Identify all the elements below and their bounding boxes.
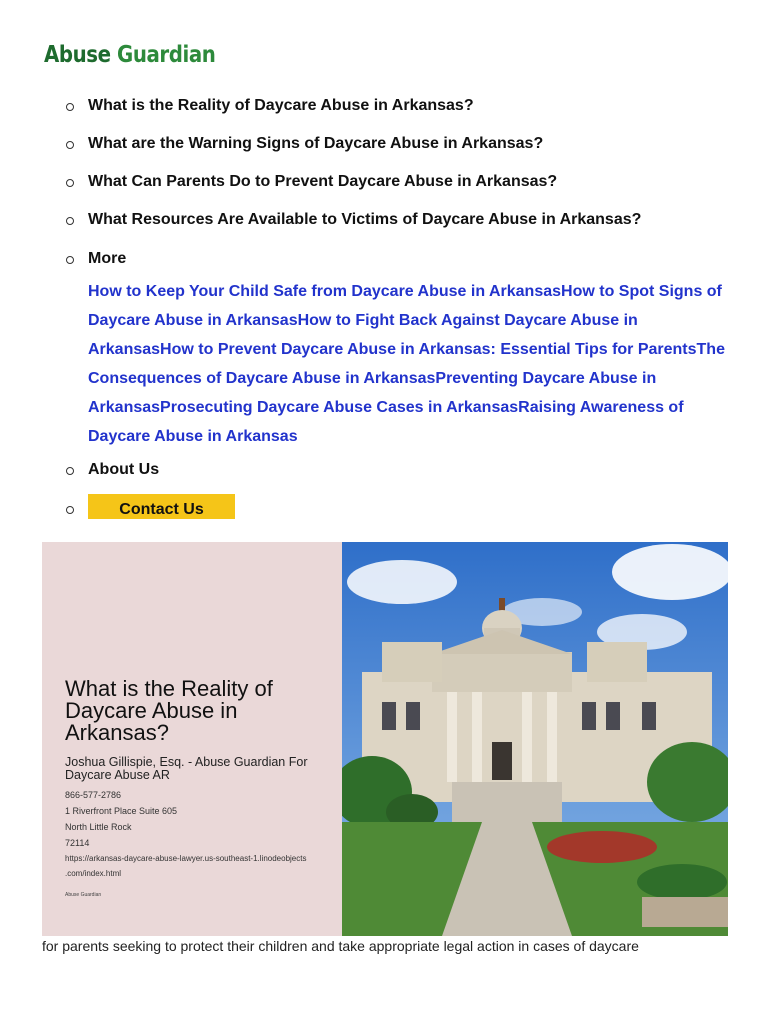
submenu-link[interactable]: How to Fight Back Against Daycare Abuse in Arkansas — [88, 312, 638, 358]
hero-city: North Little Rock — [65, 822, 132, 832]
hero-url-end: .com/index.html — [65, 869, 122, 878]
submenu-link[interactable]: Preventing Daycare Abuse in Arkansas — [88, 370, 657, 416]
logo[interactable] — [44, 42, 215, 68]
hero-phone: 866-577-2786 — [65, 790, 122, 800]
nav-item-reality[interactable]: What is the Reality of Daycare Abuse in Arkansas? — [88, 97, 474, 114]
hero-banner — [42, 542, 728, 936]
hero-address: 1 Riverfront Place Suite 605 — [65, 806, 178, 816]
contact-us-button[interactable]: Contact Us — [88, 494, 235, 519]
bullet-icon — [66, 103, 74, 111]
submenu-link[interactable]: How to Keep Your Child Safe from Daycare Abuse in Arkansas — [88, 283, 562, 300]
submenu-link[interactable]: Raising Awareness of Daycare Abuse in Arkansas — [88, 399, 684, 445]
more-submenu — [88, 277, 728, 451]
bullet-icon — [66, 467, 74, 475]
logo-word-abuse: Abuse — [44, 42, 111, 68]
hero-brand-mark: Abuse Guardian — [65, 892, 102, 898]
hero-text-panel — [42, 542, 342, 936]
nav-item-more[interactable]: More — [88, 250, 127, 267]
submenu-link[interactable]: How to Spot Signs of Daycare Abuse in Arkansas — [88, 283, 722, 329]
nav-item-warning-signs[interactable]: What are the Warning Signs of Daycare Abuse in Arkansas? — [88, 135, 544, 152]
submenu-link[interactable]: The Consequences of Daycare Abuse in Arkansas — [88, 341, 725, 387]
body-paragraph: for parents seeking to protect their children and take appropriate legal action in cases of daycare — [42, 938, 639, 954]
hero-zip: 72114 — [65, 838, 90, 848]
hero-title: What is the Reality of Daycare Abuse in Arkansas? — [65, 676, 273, 745]
bullet-icon — [66, 256, 74, 264]
submenu-link[interactable]: Prosecuting Daycare Abuse Cases in Arkansas — [160, 399, 519, 416]
courthouse-photo — [342, 542, 728, 936]
logo-word-guardian: Guardian — [117, 42, 216, 68]
nav-item-about[interactable]: About Us — [88, 461, 160, 478]
nav-item-prevent[interactable]: What Can Parents Do to Prevent Daycare Abuse in Arkansas? — [88, 173, 558, 190]
nav-item-resources[interactable]: What Resources Are Available to Victims of Daycare Abuse in Arkansas? — [88, 211, 642, 228]
bullet-icon — [66, 179, 74, 187]
bullet-icon — [66, 506, 74, 514]
hero-subtitle: Joshua Gillispie, Esq. - Abuse Guardian For Daycare Abuse AR — [65, 755, 308, 782]
bullet-icon — [66, 217, 74, 225]
hero-url: https://arkansas-daycare-abuse-lawyer.us-southeast-1.linodeobjects — [65, 854, 307, 863]
bullet-icon — [66, 141, 74, 149]
submenu-link[interactable]: How to Prevent Daycare Abuse in Arkansas: Essential Tips for Parents — [160, 341, 697, 358]
